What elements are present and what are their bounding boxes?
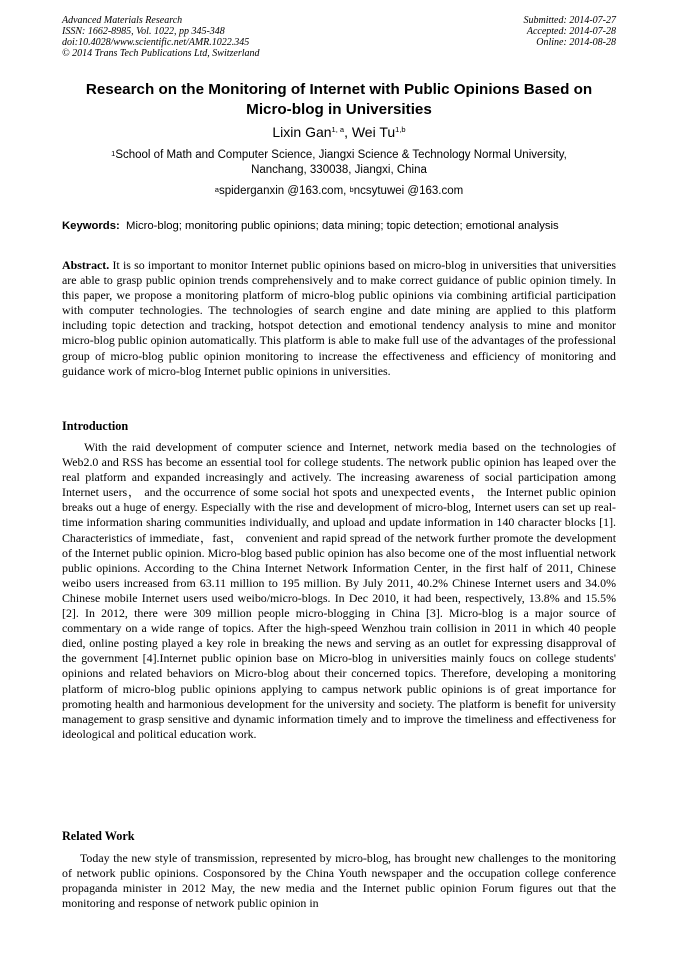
introduction-paragraph: With the raid development of computer science and Internet, network media based on the technologies of Web2.0 and RSS has become an essential tool for college students. The network public opinion has leaped over the real platform and expanded increasingly and actively. The increasing awareness of social participation among Internet users， and the occurrence of some social hot spots and unexpected events， the Internet public opinion breaks out a huge of energy. Especially with the rise and development of micro-blog, Internet users can set up real-time information sharing communities individually, and upload and update information in 140 character blocks [1]. Characteristics of immediate，fast， convenient and rapid spread of the network further promote the development of the Internet public opinion. Micro-blog based public opinion has also become one of the most influential network public opinions. According to the China Internet Network Information Center, in the first half of 2011, Chinese weibo users increased from 63.11 million to 195 million. By July 2011, 40.2% Chinese Internet users and 34.0% Chinese mobile Internet users used weibo/micro-blogs. In Dec 2010, it had been, respectively, 13.8% and 15.5% [2]. In 2012, there were 309 million people micro-blogging in China [3]. Micro-blog is a major source of commentary on a wide range of topics. After the high-speed Wenzhou train collision in 2011 in which 40 people died, online posting played a key role in breaking the news and serving as an outlet for expressing disapproval of the government [4].Internet public opinion base on Micro-blog in universities mainly foucs on college students' opinions and related behaviors on Micro-blog about their concerned topics. Therefore, developing a monitoring platform of micro-blog public opinions applying to campus network public opinions is of great importance for promoting health and harmonious development for the university and society. The platform is benefit for university management to grasp sensitive and dynamic information timely and to improve the timeliness and effectiveness for ideological and political education work. xyxy=(62,440,616,741)
author-name: Lixin Gan xyxy=(272,124,332,140)
affiliation-mark: 1 xyxy=(111,149,116,158)
accepted-date: Accepted: 2014-07-28 xyxy=(526,26,616,37)
abstract xyxy=(62,258,616,379)
keywords-label: Keywords: xyxy=(62,220,120,232)
journal-name: Advanced Materials Research xyxy=(62,15,183,26)
journal-doi: doi:10.4028/www.scientific.net/AMR.1022.345 xyxy=(62,37,250,48)
abstract-label: Abstract. xyxy=(62,258,110,272)
email-mark: b xyxy=(349,185,354,194)
related-work-body xyxy=(62,851,616,911)
submission-dates xyxy=(524,15,617,48)
email-mark: a xyxy=(214,185,219,194)
affiliation xyxy=(62,148,616,178)
paper-title-line-2: Micro-blog in Universities xyxy=(246,101,432,118)
author-list xyxy=(62,123,616,141)
abstract-text: It is so important to monitor Internet public opinions based on micro-blog in universities that universities are able to grasp public opinion trends comprehensively and to make correct guidance of public opinion timely. In this paper, we propose a monitoring platform of micro-blog public opinions via combining artificial participation with computer technologies. The technologies of search engine and date mining are applied to this platform including topic detection and tracking, hotspot detection and emotional tendency analysis to mine and monitor micro-blog public opinion automatically. This platform is able to make full use of the advantages of the professional group of micro-blog public opinion monitoring to increase the effectiveness and efficiency of monitoring and guidance work of micro-blog Internet public opinions in universities. xyxy=(62,258,616,378)
journal-copyright: © 2014 Trans Tech Publications Ltd, Switzerland xyxy=(62,48,260,59)
keywords-text: Micro-blog; monitoring public opinions; data mining; topic detection; emotional analysis xyxy=(126,220,559,232)
section-heading-related-work: Related Work xyxy=(62,829,135,843)
author-affiliation-mark: 1,b xyxy=(395,125,406,134)
related-work-paragraph: Today the new style of transmission, represented by micro-blog, has brought new challenges to the monitoring of network public opinions. Cosponsored by the China Youth newspaper and the occupation college conference propaganda minister in 2012 May, the new media and the Internet public opinion Forum figures out that the monitoring and response of network public opinion in xyxy=(62,851,616,911)
email-address: ncsytuwei @163.com xyxy=(353,185,464,197)
paper-title-line-1: Research on the Monitoring of Internet with Public Opinions Based on xyxy=(85,81,593,98)
online-date: Online: 2014-08-28 xyxy=(536,37,616,48)
author-separator: , xyxy=(344,124,352,140)
journal-info xyxy=(62,15,260,59)
journal-issn: ISSN: 1662-8985, Vol. 1022, pp 345-348 xyxy=(62,26,225,37)
submitted-date: Submitted: 2014-07-27 xyxy=(523,15,616,26)
paper-title xyxy=(62,80,616,120)
author-affiliation-mark: 1, a xyxy=(331,125,345,134)
affiliation-line-1: School of Math and Computer Science, Jiangxi Science & Technology Normal University, xyxy=(115,149,567,161)
keywords xyxy=(62,219,616,234)
section-heading-introduction: Introduction xyxy=(62,419,129,433)
introduction-body xyxy=(62,440,616,742)
email-address: spiderganxin @163.com xyxy=(218,185,344,197)
affiliation-line-2: Nanchang, 330038, Jiangxi, China xyxy=(251,164,427,176)
author-name: Wei Tu xyxy=(351,124,396,140)
author-emails xyxy=(62,184,616,199)
email-separator: , xyxy=(343,185,350,197)
